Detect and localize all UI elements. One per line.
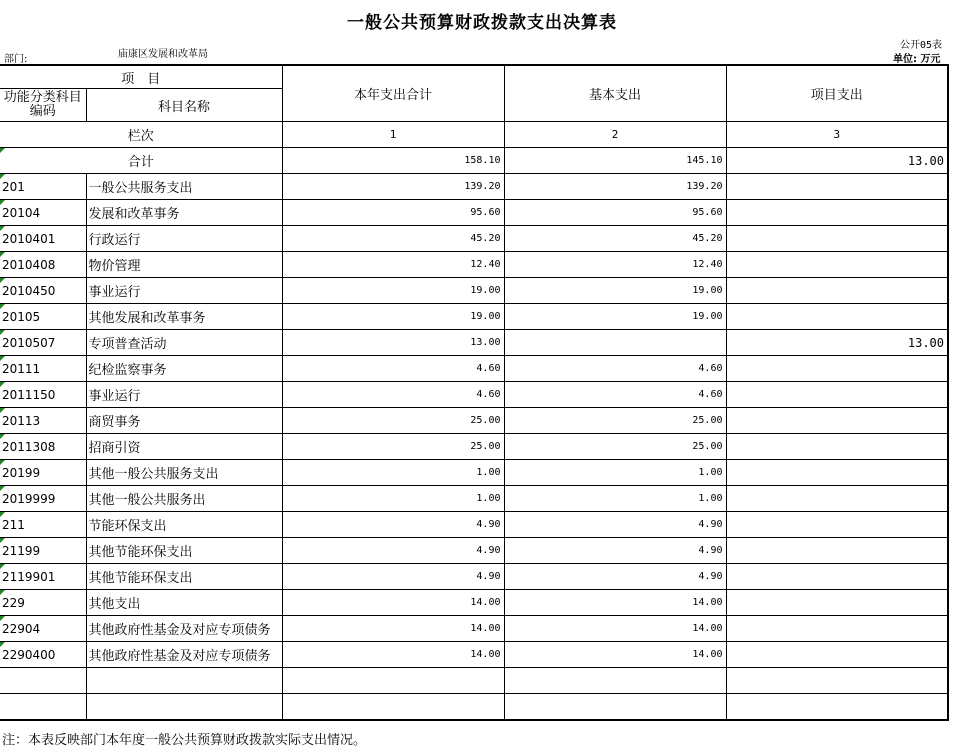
- empty-cell: [0, 668, 86, 694]
- row-project: [726, 486, 948, 512]
- total-total: 158.10: [282, 148, 504, 174]
- table-row: [0, 408, 948, 434]
- row-code-text: 20113: [2, 413, 41, 428]
- row-total: 1.00: [282, 460, 504, 486]
- header-subject-name: 科目名称: [86, 89, 282, 122]
- cell-marker: [0, 200, 5, 205]
- row-code: [0, 590, 86, 616]
- table-number: 公开05表: [900, 40, 943, 51]
- header-n1: 1: [282, 122, 504, 148]
- row-total: 13.00: [282, 330, 504, 356]
- dept-name: 庙康区发展和改革局: [118, 49, 208, 60]
- row-name: 事业运行: [86, 278, 282, 304]
- row-project: [726, 616, 948, 642]
- total-row: [0, 148, 948, 174]
- row-project: [726, 512, 948, 538]
- row-code-text: 2010401: [2, 231, 56, 246]
- row-basic: 14.00: [504, 590, 726, 616]
- table-row: [0, 590, 948, 616]
- row-total: 19.00: [282, 278, 504, 304]
- row-basic: 25.00: [504, 434, 726, 460]
- row-project: [726, 174, 948, 200]
- empty-cell: [504, 668, 726, 694]
- header-lanci: 栏次: [0, 122, 282, 148]
- cell-marker: [0, 408, 5, 413]
- row-name: 一般公共服务支出: [86, 174, 282, 200]
- cell-marker: [0, 512, 5, 517]
- row-basic: 19.00: [504, 278, 726, 304]
- row-total: 14.00: [282, 590, 504, 616]
- row-basic: 25.00: [504, 408, 726, 434]
- table-row: [0, 616, 948, 642]
- cell-marker: [0, 278, 5, 283]
- row-name: 节能环保支出: [86, 512, 282, 538]
- table-row: [0, 382, 948, 408]
- table-row: [0, 226, 948, 252]
- empty-row: [0, 694, 948, 721]
- table-row: [0, 278, 948, 304]
- row-project: [726, 408, 948, 434]
- row-code: [0, 304, 86, 330]
- row-code: [0, 512, 86, 538]
- table-row: [0, 356, 948, 382]
- row-code: [0, 434, 86, 460]
- row-code-text: 2011308: [2, 439, 56, 454]
- row-project: [726, 226, 948, 252]
- row-total: 19.00: [282, 304, 504, 330]
- row-total: 139.20: [282, 174, 504, 200]
- empty-cell: [0, 694, 86, 721]
- table-row: [0, 512, 948, 538]
- row-name: 发展和改革事务: [86, 200, 282, 226]
- row-code-text: 2010507: [2, 335, 56, 350]
- row-name: 商贸事务: [86, 408, 282, 434]
- row-project: [726, 590, 948, 616]
- row-basic: 14.00: [504, 616, 726, 642]
- row-name: 物价管理: [86, 252, 282, 278]
- empty-cell: [504, 694, 726, 721]
- cell-marker: [0, 434, 5, 439]
- row-code-text: 2010450: [2, 283, 56, 298]
- row-code: [0, 408, 86, 434]
- row-basic: 4.60: [504, 356, 726, 382]
- row-basic: 4.90: [504, 538, 726, 564]
- row-name: 行政运行: [86, 226, 282, 252]
- footnote: 注：本表反映部门本年度一般公共预算财政拨款实际支出情况。: [2, 733, 367, 748]
- row-total: 25.00: [282, 434, 504, 460]
- header-n2: 2: [504, 122, 726, 148]
- row-basic: 139.20: [504, 174, 726, 200]
- page-title: 一般公共预算财政拨款支出决算表: [347, 13, 617, 33]
- empty-cell: [282, 694, 504, 721]
- cell-marker: [0, 174, 5, 179]
- row-basic: 14.00: [504, 642, 726, 668]
- row-name: 专项普查活动: [86, 330, 282, 356]
- row-basic: [504, 330, 726, 356]
- row-code: [0, 564, 86, 590]
- row-code: [0, 382, 86, 408]
- header-basic: 基本支出: [504, 65, 726, 122]
- empty-cell: [282, 668, 504, 694]
- row-total: 4.60: [282, 382, 504, 408]
- row-name: 其他节能环保支出: [86, 564, 282, 590]
- row-code-text: 2010408: [2, 257, 56, 272]
- cell-marker: [0, 252, 5, 257]
- cell-marker: [0, 538, 5, 543]
- table-row: [0, 538, 948, 564]
- table-row: [0, 564, 948, 590]
- row-total: 1.00: [282, 486, 504, 512]
- row-code-text: 2011150: [2, 387, 56, 402]
- row-total: 25.00: [282, 408, 504, 434]
- cell-marker: [0, 564, 5, 569]
- row-code: [0, 460, 86, 486]
- header-total: 本年支出合计: [282, 65, 504, 122]
- table-row: [0, 460, 948, 486]
- row-total: 12.40: [282, 252, 504, 278]
- row-total: 14.00: [282, 642, 504, 668]
- header-func-code: 功能分类科目编码: [0, 89, 86, 122]
- expenditure-table: [0, 64, 949, 721]
- row-code-text: 211: [2, 517, 25, 532]
- row-name: 其他政府性基金及对应专项债务: [86, 642, 282, 668]
- row-code-text: 229: [2, 595, 25, 610]
- row-code: [0, 642, 86, 668]
- row-name: 其他一般公共服务支出: [86, 460, 282, 486]
- row-code-text: 201: [2, 179, 25, 194]
- row-code: [0, 278, 86, 304]
- row-basic: 1.00: [504, 486, 726, 512]
- table-row: [0, 330, 948, 356]
- table-row: [0, 252, 948, 278]
- row-project: [726, 564, 948, 590]
- empty-cell: [726, 668, 948, 694]
- row-total: 4.90: [282, 564, 504, 590]
- row-code: [0, 252, 86, 278]
- row-code-text: 20199: [2, 465, 41, 480]
- cell-marker: [0, 590, 5, 595]
- row-total: 45.20: [282, 226, 504, 252]
- row-project: [726, 382, 948, 408]
- cell-marker: [0, 616, 5, 621]
- row-project: [726, 304, 948, 330]
- row-project: [726, 278, 948, 304]
- row-total: 95.60: [282, 200, 504, 226]
- row-code: [0, 330, 86, 356]
- cell-marker: [0, 304, 5, 309]
- row-code-text: 20111: [2, 361, 41, 376]
- cell-marker: [0, 382, 5, 387]
- row-name: 其他政府性基金及对应专项债务: [86, 616, 282, 642]
- row-project: [726, 252, 948, 278]
- cell-marker: [0, 356, 5, 361]
- row-name: 其他发展和改革事务: [86, 304, 282, 330]
- dept-label: 部门:: [4, 54, 28, 65]
- row-basic: 1.00: [504, 460, 726, 486]
- row-total: 4.90: [282, 512, 504, 538]
- row-name: 其他一般公共服务出: [86, 486, 282, 512]
- cell-marker: [0, 460, 5, 465]
- cell-marker: [0, 642, 5, 647]
- row-project: 13.00: [726, 330, 948, 356]
- row-code-text: 2119901: [2, 569, 56, 584]
- row-name: 其他支出: [86, 590, 282, 616]
- row-name: 事业运行: [86, 382, 282, 408]
- header-project: 项目支出: [726, 65, 948, 122]
- row-code: [0, 616, 86, 642]
- row-basic: 4.60: [504, 382, 726, 408]
- row-code: [0, 356, 86, 382]
- row-project: [726, 200, 948, 226]
- row-basic: 95.60: [504, 200, 726, 226]
- total-project: 13.00: [726, 148, 948, 174]
- row-basic: 12.40: [504, 252, 726, 278]
- row-code: [0, 486, 86, 512]
- row-code-text: 22904: [2, 621, 41, 636]
- row-code: [0, 226, 86, 252]
- row-basic: 19.00: [504, 304, 726, 330]
- row-name: 纪检监察事务: [86, 356, 282, 382]
- empty-cell: [86, 694, 282, 721]
- row-code-text: 21199: [2, 543, 41, 558]
- row-name: 其他节能环保支出: [86, 538, 282, 564]
- row-code: [0, 538, 86, 564]
- row-code-text: 2290400: [2, 647, 56, 662]
- table-row: [0, 200, 948, 226]
- unit-label: 单位: 万元: [893, 54, 941, 65]
- row-code-text: 20104: [2, 205, 41, 220]
- table-row: [0, 174, 948, 200]
- row-project: [726, 538, 948, 564]
- table-row: [0, 434, 948, 460]
- header-n3: 3: [726, 122, 948, 148]
- row-project: [726, 356, 948, 382]
- row-code: [0, 200, 86, 226]
- total-label: 合计: [0, 148, 282, 174]
- empty-cell: [86, 668, 282, 694]
- row-basic: 45.20: [504, 226, 726, 252]
- row-total: 4.60: [282, 356, 504, 382]
- cell-marker: [0, 330, 5, 335]
- table-row: [0, 642, 948, 668]
- row-basic: 4.90: [504, 564, 726, 590]
- total-basic: 145.10: [504, 148, 726, 174]
- empty-row: [0, 668, 948, 694]
- header-item: 项 目: [0, 65, 282, 89]
- table-row: [0, 304, 948, 330]
- cell-marker: [0, 226, 5, 231]
- row-basic: 4.90: [504, 512, 726, 538]
- cell-marker: [0, 486, 5, 491]
- empty-cell: [726, 694, 948, 721]
- row-project: [726, 460, 948, 486]
- row-total: 4.90: [282, 538, 504, 564]
- row-code-text: 2019999: [2, 491, 56, 506]
- row-total: 14.00: [282, 616, 504, 642]
- row-project: [726, 434, 948, 460]
- row-project: [726, 642, 948, 668]
- row-name: 招商引资: [86, 434, 282, 460]
- row-code: [0, 174, 86, 200]
- table-row: [0, 486, 948, 512]
- row-code-text: 20105: [2, 309, 41, 324]
